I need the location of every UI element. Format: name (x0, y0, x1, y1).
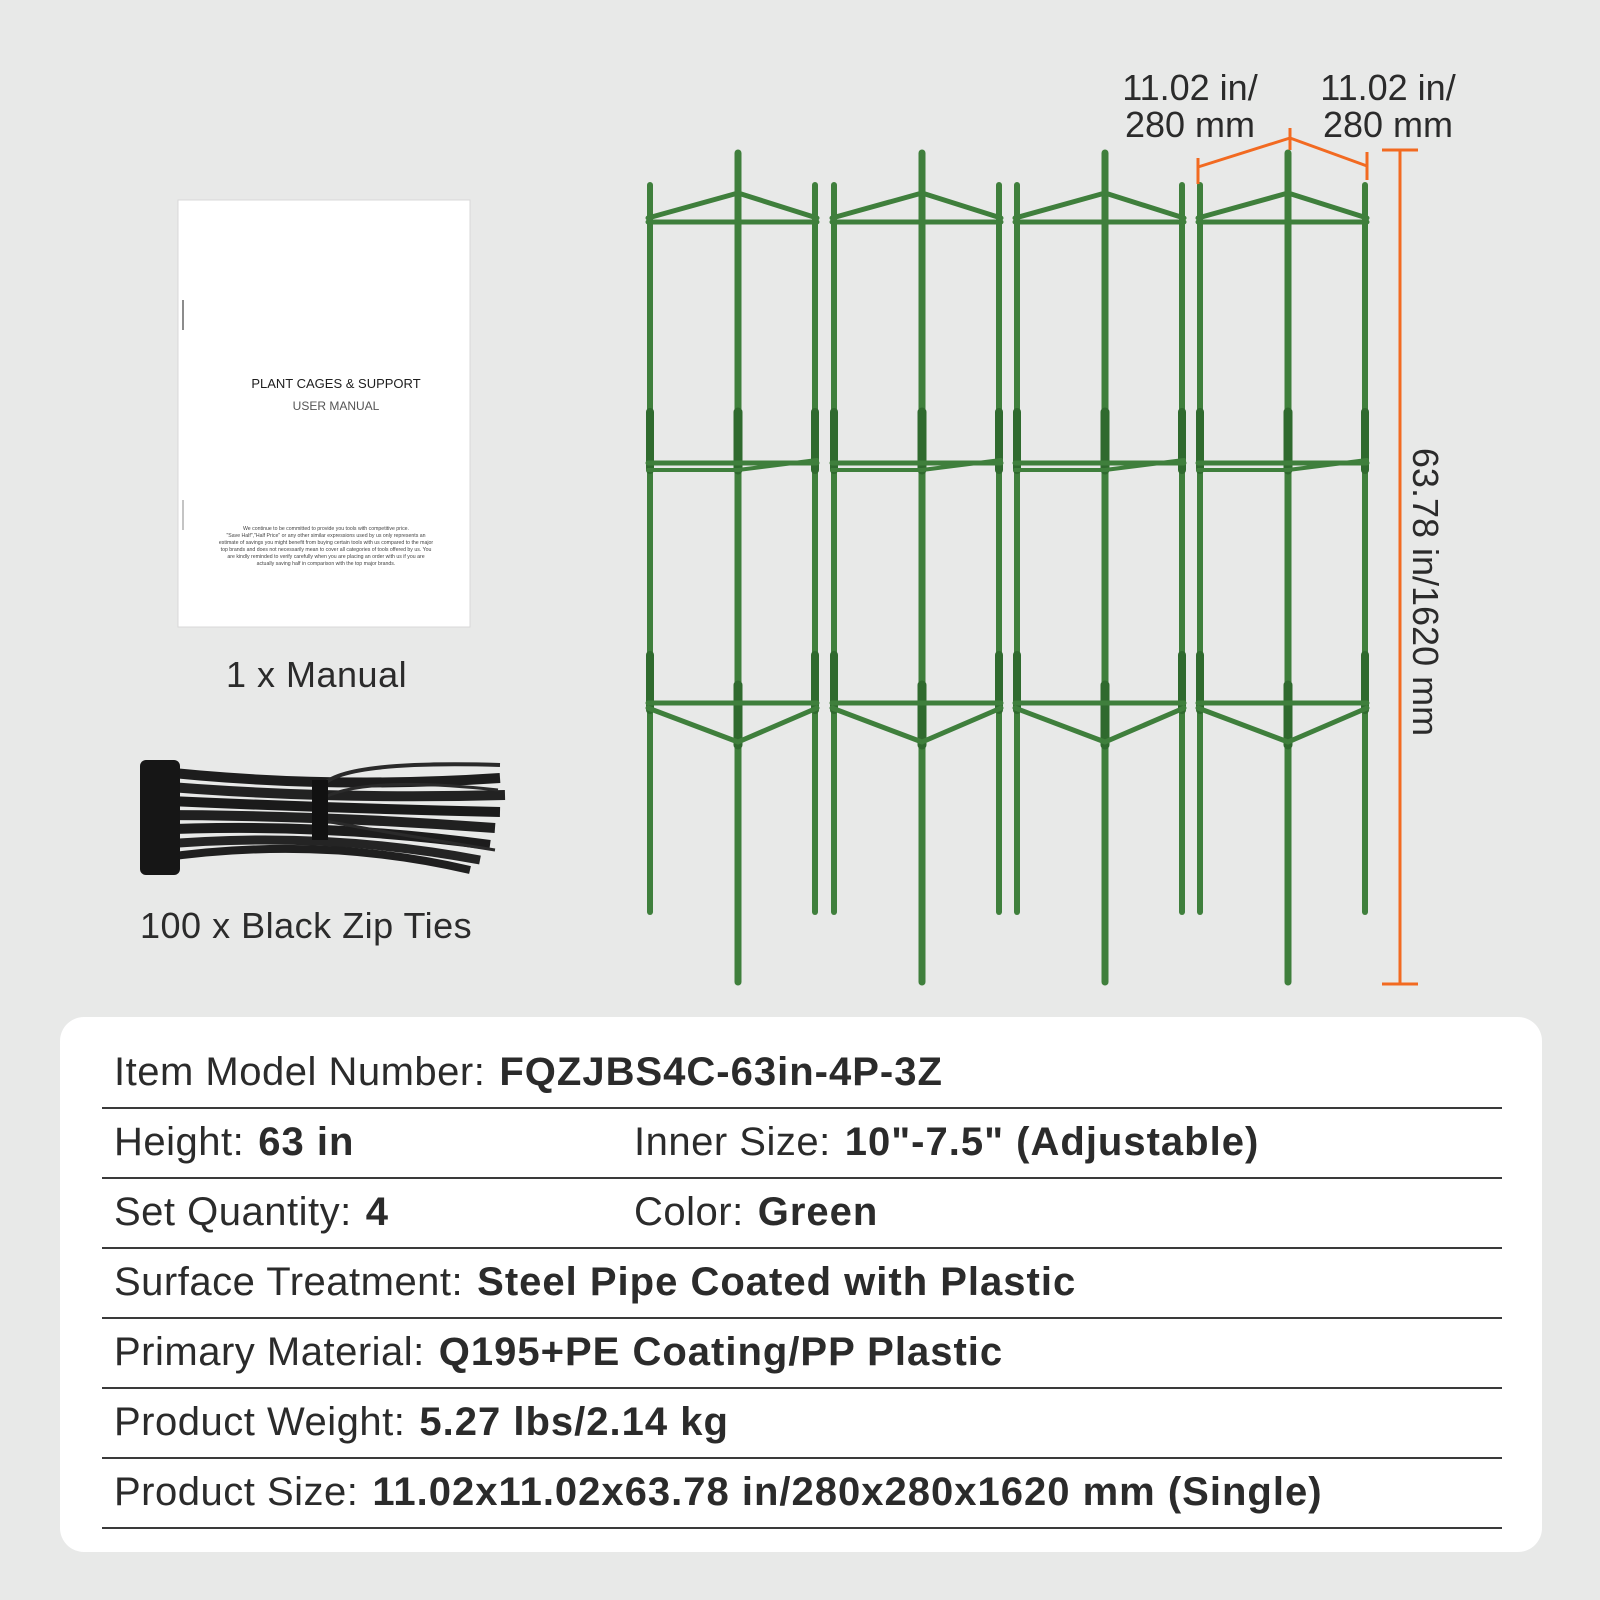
cage-part (832, 193, 922, 218)
cage-part (738, 193, 817, 218)
spec-label: Product Weight: (114, 1400, 406, 1444)
spec-value: 5.27 lbs/2.14 kg (419, 1400, 729, 1444)
plant-cages-image (648, 153, 1367, 982)
zip-ties-image (140, 760, 505, 875)
spec-value: 11.02x11.02x63.78 in/280x280x1620 mm (Single) (372, 1470, 1323, 1514)
manual-body-line: actually saving half in comparison with the top major brands. (256, 561, 396, 567)
user-manual-image (178, 200, 470, 627)
spec-value: 10"-7.5" (Adjustable) (844, 1120, 1260, 1164)
spec-row-weight (102, 1389, 1502, 1459)
width-dimension-left-line2: 280 mm (1124, 104, 1256, 145)
spec-size (114, 1470, 1323, 1515)
spec-row-size (102, 1459, 1502, 1529)
spec-label: Primary Material: (114, 1330, 425, 1374)
spec-row-material (102, 1319, 1502, 1389)
spec-label: Color: (634, 1190, 744, 1234)
cage-part (1198, 708, 1288, 742)
spec-color (634, 1190, 878, 1235)
spec-value: 4 (365, 1190, 389, 1234)
width-dimension-right-line1: 11.02 in/ (1320, 67, 1456, 108)
cage-part (832, 708, 922, 742)
spec-row-quantity-color (102, 1179, 1502, 1249)
spec-row-model (102, 1039, 1502, 1109)
manual-body-line: "Save Half","Half Price" or any other similar expressions used by us only represents an (226, 533, 426, 539)
spec-row-height-inner (102, 1109, 1502, 1179)
spec-value: 63 in (258, 1120, 355, 1164)
spec-height (114, 1120, 354, 1165)
height-dimension-label: 63.78 in/1620 mm (1405, 447, 1446, 737)
cage-part (922, 193, 1001, 218)
cage-part (648, 708, 738, 742)
spec-value: Q195+PE Coating/PP Plastic (438, 1330, 1004, 1374)
cage-part (1105, 708, 1184, 742)
spec-weight (114, 1400, 729, 1445)
spec-label: Inner Size: (634, 1120, 831, 1164)
cage-part (922, 708, 1001, 742)
spec-value: Green (757, 1190, 879, 1234)
spec-label: Height: (114, 1120, 245, 1164)
cage-part (1105, 193, 1184, 218)
cage-part (1288, 193, 1367, 218)
spec-label: Set Quantity: (114, 1190, 352, 1234)
spec-quantity (114, 1190, 389, 1235)
spec-surface (114, 1260, 1076, 1305)
spec-value: FQZJBS4C-63in-4P-3Z (499, 1050, 943, 1094)
manual-body-line: estimate of savings you might benefit from buying certain tools with us compared to the major (218, 540, 434, 546)
cage-part (1015, 193, 1105, 218)
width-dimension-right-line2: 280 mm (1322, 104, 1454, 145)
width-dimension-left-line1: 11.02 in/ (1122, 67, 1258, 108)
cage-part (648, 193, 738, 218)
spec-label: Product Size: (114, 1470, 359, 1514)
manual-subtitle: USER MANUAL (292, 399, 380, 413)
spec-model (114, 1050, 943, 1095)
specifications-panel (60, 1017, 1542, 1552)
spec-row-surface (102, 1249, 1502, 1319)
manual-body-line: We continue to be committed to provide you tools with competitive price. (243, 526, 409, 532)
zip-ties-caption: 100 x Black Zip Ties (140, 905, 473, 946)
spec-label: Surface Treatment: (114, 1260, 464, 1304)
cage-part (1198, 193, 1288, 218)
spec-value: Steel Pipe Coated with Plastic (477, 1260, 1077, 1304)
cage-part (1288, 708, 1367, 742)
spec-inner-size (634, 1120, 1259, 1165)
spec-label: Item Model Number: (114, 1050, 486, 1094)
manual-caption: 1 x Manual (226, 654, 408, 695)
manual-body-line: top brands and does not necessarily mean to cover all categories of tools offered by us. You (220, 547, 432, 553)
cage-part (738, 708, 817, 742)
spec-material (114, 1330, 1003, 1375)
manual-title: PLANT CAGES & SUPPORT (251, 376, 421, 391)
cage-part (1015, 708, 1105, 742)
manual-body-line: are kindly reminded to verify carefully when you are placing an order with us if you are (227, 554, 425, 560)
